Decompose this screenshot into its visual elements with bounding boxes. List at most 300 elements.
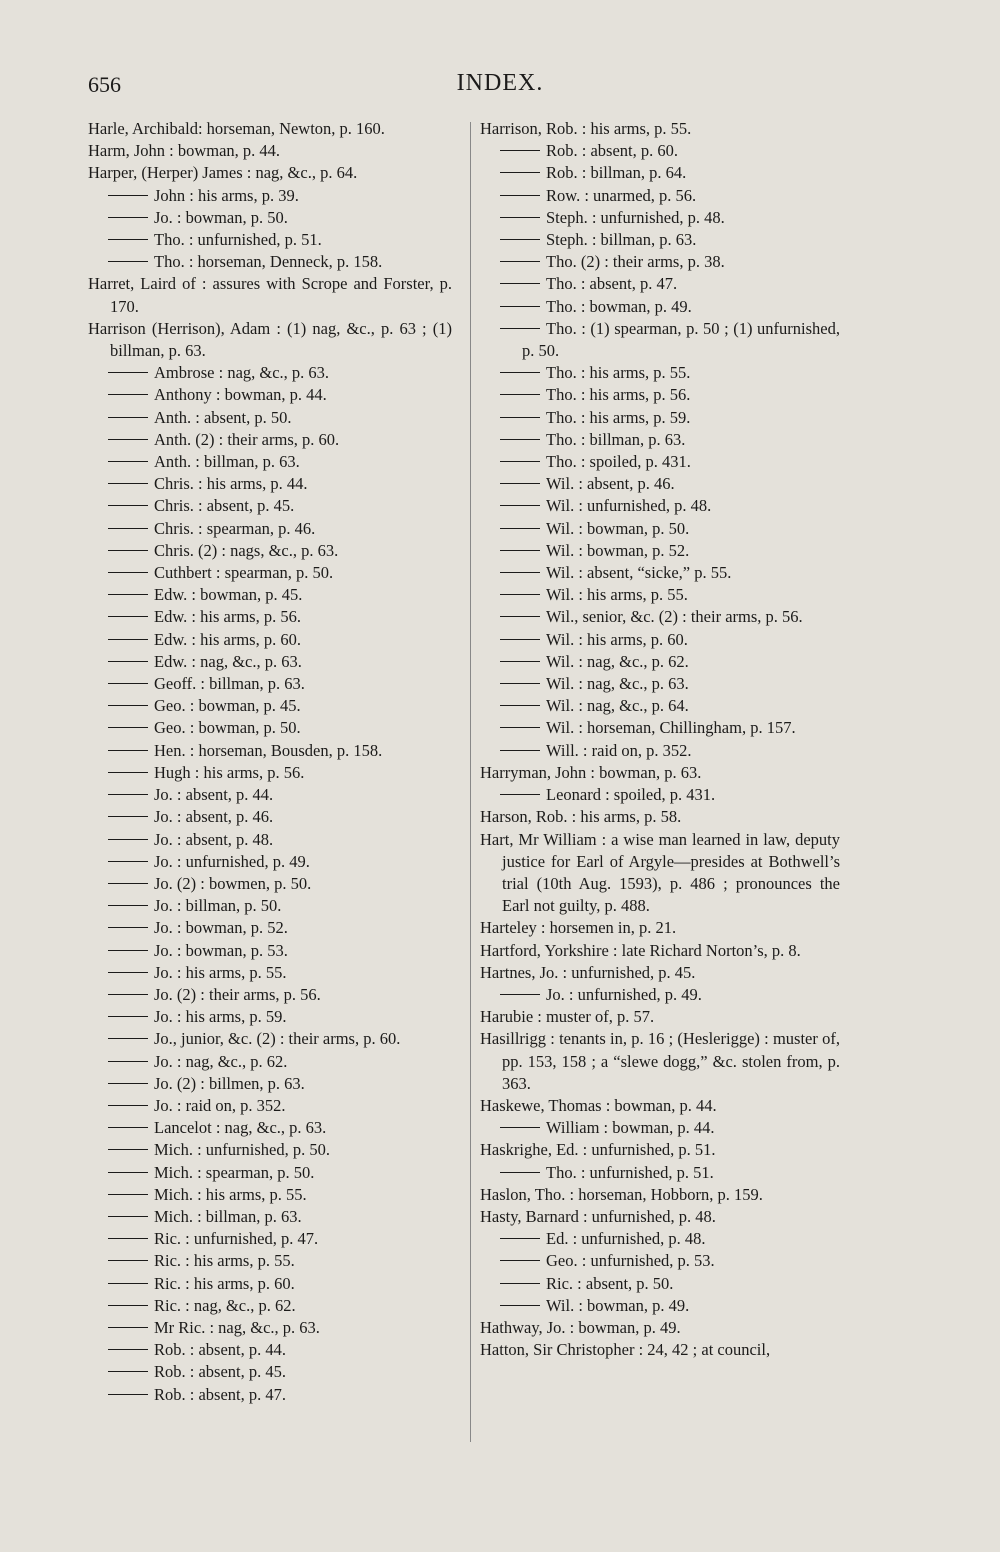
entry-text: Wil. : bowman, p. 50. [546, 518, 690, 538]
ditto-dash [108, 639, 148, 640]
ditto-dash [500, 572, 540, 573]
entry-text: Tho. : spoiled, p. 431. [546, 452, 691, 472]
entry-text: Ric. : his arms, p. 60. [154, 1273, 295, 1293]
entry-text: Harson, Rob. : his arms, p. 58. [480, 807, 682, 827]
entry-text: Jo. : billman, p. 50. [154, 896, 282, 916]
ditto-dash [108, 616, 148, 617]
entry-text: Hen. : horseman, Bousden, p. 158. [154, 740, 383, 760]
index-subentry [480, 207, 840, 229]
index-subentry [480, 473, 840, 495]
entry-text: Harm, John : bowman, p. 44. [88, 141, 281, 161]
ditto-dash [108, 1283, 148, 1284]
entry-text: Tho. : bowman, p. 49. [546, 296, 692, 316]
index-subentry [88, 540, 452, 562]
ditto-dash [108, 1327, 148, 1328]
entry-text: Harrison (Herrison), Adam : (1) nag, &c., p. 63 ; (1) billman, p. 63. [88, 318, 452, 361]
index-subentry [88, 1028, 452, 1050]
entry-text: Hatton, Sir Christopher : 24, 42 ; at council, [480, 1340, 771, 1360]
ditto-dash [500, 1305, 540, 1306]
index-subentry [88, 1228, 452, 1250]
index-subentry [88, 695, 452, 717]
index-entry [88, 140, 452, 162]
index-subentry [88, 251, 452, 273]
ditto-dash [500, 461, 540, 462]
index-subentry [480, 651, 840, 673]
index-subentry [88, 1139, 452, 1161]
ditto-dash [108, 772, 148, 773]
entry-text: Jo. : absent, p. 46. [154, 807, 274, 827]
entry-text: Rob. : absent, p. 44. [154, 1340, 286, 1360]
index-subentry [88, 806, 452, 828]
ditto-dash [108, 1149, 148, 1150]
ditto-dash [500, 150, 540, 151]
entry-text: Tho. : (1) spearman, p. 50 ; (1) unfurnished, p. 50. [522, 318, 840, 361]
index-entry [88, 318, 452, 362]
entry-text: Wil. : absent, p. 46. [546, 474, 675, 494]
index-entry [480, 762, 840, 784]
entry-text: John : his arms, p. 39. [154, 185, 299, 205]
entry-text: Rob. : absent, p. 45. [154, 1362, 286, 1382]
entry-text: Harteley : horsemen in, p. 21. [480, 918, 677, 938]
entry-text: Ric. : his arms, p. 55. [154, 1251, 295, 1271]
ditto-dash [108, 661, 148, 662]
ditto-dash [108, 883, 148, 884]
ditto-dash [500, 483, 540, 484]
index-subentry [480, 296, 840, 318]
ditto-dash [500, 439, 540, 440]
index-subentry [88, 629, 452, 651]
entry-text: Jo. (2) : their arms, p. 56. [154, 984, 321, 1004]
ditto-dash [108, 572, 148, 573]
entry-text: Jo. : nag, &c., p. 62. [154, 1051, 288, 1071]
entry-text: Jo. : absent, p. 44. [154, 785, 274, 805]
entry-text: Chris. (2) : nags, &c., p. 63. [154, 540, 339, 560]
entry-text: Rob. : billman, p. 64. [546, 163, 687, 183]
index-subentry [480, 606, 840, 628]
index-subentry [88, 518, 452, 540]
entry-text: Jo. : unfurnished, p. 49. [154, 851, 310, 871]
entry-text: Haskewe, Thomas : bowman, p. 44. [480, 1095, 717, 1115]
entry-text: Edw. : his arms, p. 60. [154, 629, 301, 649]
ditto-dash [108, 528, 148, 529]
ditto-dash [108, 1016, 148, 1017]
ditto-dash [500, 594, 540, 595]
index-entry [480, 806, 840, 828]
entry-text: Hathway, Jo. : bowman, p. 49. [480, 1317, 681, 1337]
index-subentry [88, 562, 452, 584]
ditto-dash [500, 705, 540, 706]
index-subentry [480, 318, 840, 362]
index-subentry [88, 384, 452, 406]
ditto-dash [108, 794, 148, 795]
index-subentry [88, 1051, 452, 1073]
ditto-dash [500, 239, 540, 240]
entry-text: Mich. : spearman, p. 50. [154, 1162, 315, 1182]
entry-text: Edw. : nag, &c., p. 63. [154, 651, 302, 671]
entry-text: Wil. : nag, &c., p. 63. [546, 674, 689, 694]
index-subentry [88, 784, 452, 806]
entry-text: Jo. (2) : bowmen, p. 50. [154, 873, 312, 893]
entry-text: Wil. : unfurnished, p. 48. [546, 496, 712, 516]
ditto-dash [500, 1238, 540, 1239]
ditto-dash [108, 1127, 148, 1128]
entry-text: Jo. : bowman, p. 50. [154, 207, 288, 227]
ditto-dash [108, 1305, 148, 1306]
entry-text: Haskrighe, Ed. : unfurnished, p. 51. [480, 1140, 716, 1160]
entry-text: Wil. : his arms, p. 55. [546, 585, 688, 605]
index-subentry [88, 962, 452, 984]
entry-text: Wil. : horseman, Chillingham, p. 157. [546, 718, 796, 738]
ditto-dash [108, 994, 148, 995]
entry-text: Geoff. : billman, p. 63. [154, 674, 305, 694]
entry-text: Harret, Laird of : assures with Scrope and Forster, p. 170. [88, 274, 452, 316]
ditto-dash [108, 1172, 148, 1173]
ditto-dash [108, 1238, 148, 1239]
index-entry [480, 1006, 840, 1028]
index-subentry [480, 1228, 840, 1250]
index-subentry [88, 407, 452, 429]
ditto-dash [108, 839, 148, 840]
ditto-dash [108, 1216, 148, 1217]
ditto-dash [108, 1061, 148, 1062]
index-subentry [480, 562, 840, 584]
entry-text: Jo. : absent, p. 48. [154, 829, 274, 849]
entry-text: Jo. : unfurnished, p. 49. [546, 984, 702, 1004]
entry-text: Steph. : unfurnished, p. 48. [546, 207, 725, 227]
page-number: 656 [88, 72, 121, 97]
entry-text: Harle, Archibald: horseman, Newton, p. 160. [88, 119, 385, 138]
index-subentry [480, 495, 840, 517]
index-subentry [88, 207, 452, 229]
entry-text: Jo. : raid on, p. 352. [154, 1095, 286, 1115]
entry-text: Anth. (2) : their arms, p. 60. [154, 429, 340, 449]
ditto-dash [108, 550, 148, 551]
index-subentry [480, 251, 840, 273]
index-subentry [88, 229, 452, 251]
entry-text: Jo. (2) : billmen, p. 63. [154, 1073, 305, 1093]
index-entry [480, 1028, 840, 1095]
entry-text: Will. : raid on, p. 352. [546, 740, 692, 760]
left-column [88, 118, 452, 1406]
entry-text: Wil. : nag, &c., p. 62. [546, 651, 689, 671]
ditto-dash [500, 172, 540, 173]
ditto-dash [108, 905, 148, 906]
index-subentry [88, 1162, 452, 1184]
index-subentry [88, 1206, 452, 1228]
ditto-dash [108, 417, 148, 418]
ditto-dash [108, 261, 148, 262]
index-entry [480, 1095, 840, 1117]
entry-text: Mich. : unfurnished, p. 50. [154, 1140, 330, 1160]
ditto-dash [500, 417, 540, 418]
entry-text: Chris. : spearman, p. 46. [154, 518, 316, 538]
index-entry [480, 917, 840, 939]
ditto-dash [500, 217, 540, 218]
index-subentry [88, 429, 452, 451]
right-column [480, 118, 840, 1361]
entry-text: Leonard : spoiled, p. 431. [546, 785, 716, 805]
entry-text: Hartnes, Jo. : unfurnished, p. 45. [480, 962, 696, 982]
entry-text: Jo. : his arms, p. 59. [154, 1007, 287, 1027]
entry-text: Harryman, John : bowman, p. 63. [480, 762, 702, 782]
entry-text: Wil. : nag, &c., p. 64. [546, 696, 689, 716]
entry-text: Tho. : horseman, Denneck, p. 158. [154, 252, 383, 272]
index-subentry [480, 717, 840, 739]
entry-text: Harubie : muster of, p. 57. [480, 1007, 655, 1027]
entry-text: Tho. : unfurnished, p. 51. [154, 230, 322, 250]
ditto-dash [108, 394, 148, 395]
index-subentry [88, 1339, 452, 1361]
entry-text: Tho. : his arms, p. 56. [546, 385, 691, 405]
index-subentry [480, 384, 840, 406]
index-subentry [88, 895, 452, 917]
ditto-dash [108, 950, 148, 951]
entry-text: Edw. : his arms, p. 56. [154, 607, 301, 627]
entry-text: Wil. : absent, “sicke,” p. 55. [546, 563, 732, 583]
index-subentry [88, 584, 452, 606]
entry-text: Mich. : billman, p. 63. [154, 1206, 302, 1226]
ditto-dash [500, 372, 540, 373]
index-subentry [480, 1162, 840, 1184]
index-subentry [480, 185, 840, 207]
ditto-dash [500, 1283, 540, 1284]
ditto-dash [108, 483, 148, 484]
index-subentry [480, 1250, 840, 1272]
ditto-dash [500, 261, 540, 262]
index-subentry [480, 629, 840, 651]
index-subentry [480, 540, 840, 562]
ditto-dash [500, 1260, 540, 1261]
entry-text: Hasty, Barnard : unfurnished, p. 48. [480, 1206, 716, 1226]
entry-text: Wil., senior, &c. (2) : their arms, p. 56. [546, 607, 803, 627]
ditto-dash [500, 794, 540, 795]
entry-text: Rob. : absent, p. 60. [546, 141, 678, 161]
entry-text: Edw. : bowman, p. 45. [154, 585, 303, 605]
index-subentry [480, 695, 840, 717]
ditto-dash [500, 195, 540, 196]
entry-text: Hart, Mr William : a wise man learned in law, deputy justice for Earl of Argyle—presides at Bothwell’s trial (10th Aug. 1593), p. 486 ; pronounces the Earl not guilty, p. 488. [480, 829, 840, 916]
index-subentry [88, 1117, 452, 1139]
entry-text: Ric. : nag, &c., p. 62. [154, 1295, 296, 1315]
index-subentry [480, 673, 840, 695]
entry-text: Tho. : his arms, p. 59. [546, 407, 691, 427]
index-subentry [88, 606, 452, 628]
index-subentry [480, 229, 840, 251]
entry-text: Tho. : billman, p. 63. [546, 429, 686, 449]
entry-text: Jo. : bowman, p. 52. [154, 918, 288, 938]
index-subentry [480, 162, 840, 184]
index-subentry [480, 1295, 840, 1317]
index-entry [480, 1184, 840, 1206]
index-subentry [88, 1095, 452, 1117]
index-entry [480, 1139, 840, 1161]
index-subentry [88, 762, 452, 784]
ditto-dash [108, 1260, 148, 1261]
ditto-dash [500, 306, 540, 307]
entry-text: Cuthbert : spearman, p. 50. [154, 563, 334, 583]
index-subentry [480, 362, 840, 384]
entry-text: Steph. : billman, p. 63. [546, 230, 697, 250]
index-entry [480, 118, 840, 140]
ditto-dash [500, 550, 540, 551]
index-subentry [480, 140, 840, 162]
index-entry [480, 829, 840, 918]
index-subentry [480, 584, 840, 606]
index-entry [480, 1339, 840, 1361]
entry-text: Wil. : bowman, p. 49. [546, 1295, 690, 1315]
entry-text: Geo. : bowman, p. 50. [154, 718, 301, 738]
index-subentry [88, 940, 452, 962]
index-subentry [88, 984, 452, 1006]
ditto-dash [108, 727, 148, 728]
ditto-dash [108, 461, 148, 462]
ditto-dash [500, 394, 540, 395]
index-subentry [480, 518, 840, 540]
ditto-dash [500, 528, 540, 529]
entry-text: Wil. : bowman, p. 52. [546, 540, 690, 560]
entry-text: Harper, (Herper) James : nag, &c., p. 64. [88, 163, 358, 183]
entry-text: Lancelot : nag, &c., p. 63. [154, 1118, 327, 1138]
index-subentry [480, 273, 840, 295]
entry-text: Tho. : absent, p. 47. [546, 274, 678, 294]
index-subentry [480, 1273, 840, 1295]
entry-text: Ambrose : nag, &c., p. 63. [154, 363, 330, 383]
entry-text: Wil. : his arms, p. 60. [546, 629, 688, 649]
index-subentry [88, 1073, 452, 1095]
ditto-dash [108, 372, 148, 373]
index-subentry [88, 673, 452, 695]
index-subentry [88, 740, 452, 762]
ditto-dash [108, 239, 148, 240]
entry-text: Rob. : absent, p. 47. [154, 1384, 286, 1404]
entry-text: Jo., junior, &c. (2) : their arms, p. 60. [154, 1029, 401, 1049]
ditto-dash [500, 661, 540, 662]
index-subentry [480, 740, 840, 762]
index-subentry [88, 1184, 452, 1206]
ditto-dash [108, 1371, 148, 1372]
ditto-dash [108, 1105, 148, 1106]
ditto-dash [108, 972, 148, 973]
ditto-dash [108, 594, 148, 595]
ditto-dash [500, 727, 540, 728]
entry-text: Anth. : billman, p. 63. [154, 452, 300, 472]
entry-text: Row. : unarmed, p. 56. [546, 185, 697, 205]
ditto-dash [108, 1083, 148, 1084]
ditto-dash [108, 217, 148, 218]
ditto-dash [500, 328, 540, 329]
entry-text: Hugh : his arms, p. 56. [154, 762, 305, 782]
index-subentry [88, 1273, 452, 1295]
running-head: INDEX. [456, 70, 544, 96]
entry-text: Ed. : unfurnished, p. 48. [546, 1229, 706, 1249]
entry-text: Tho. : unfurnished, p. 51. [546, 1162, 714, 1182]
ditto-dash [108, 816, 148, 817]
ditto-dash [500, 1127, 540, 1128]
ditto-dash [500, 616, 540, 617]
index-entry [480, 962, 840, 984]
index-subentry [88, 651, 452, 673]
index-entry [480, 1317, 840, 1339]
entry-text: Mr Ric. : nag, &c., p. 63. [154, 1317, 320, 1337]
entry-text: Geo. : bowman, p. 45. [154, 696, 301, 716]
entry-text: Anthony : bowman, p. 44. [154, 385, 327, 405]
entry-text: Hartford, Yorkshire : late Richard Norton’s, p. 8. [480, 940, 801, 960]
entry-text: Geo. : unfurnished, p. 53. [546, 1251, 715, 1271]
entry-text: Chris. : his arms, p. 44. [154, 474, 308, 494]
entry-text: Harrison, Rob. : his arms, p. 55. [480, 119, 692, 138]
index-subentry [88, 1361, 452, 1383]
entry-text: Tho. : his arms, p. 55. [546, 363, 691, 383]
ditto-dash [108, 861, 148, 862]
index-subentry [88, 495, 452, 517]
entry-text: Ric. : absent, p. 50. [546, 1273, 674, 1293]
index-entry [480, 940, 840, 962]
ditto-dash [108, 683, 148, 684]
index-subentry [88, 1317, 452, 1339]
ditto-dash [500, 750, 540, 751]
entry-text: Tho. (2) : their arms, p. 38. [546, 252, 725, 272]
index-subentry [480, 1117, 840, 1139]
entry-text: Anth. : absent, p. 50. [154, 407, 292, 427]
ditto-dash [500, 283, 540, 284]
index-subentry [480, 984, 840, 1006]
index-entry [480, 1206, 840, 1228]
index-subentry [88, 717, 452, 739]
entry-text: William : bowman, p. 44. [546, 1118, 715, 1138]
index-subentry [88, 451, 452, 473]
index-entry [88, 273, 452, 317]
index-subentry [480, 784, 840, 806]
index-subentry [88, 1250, 452, 1272]
index-subentry [480, 429, 840, 451]
ditto-dash [108, 505, 148, 506]
index-subentry [88, 1006, 452, 1028]
index-subentry [88, 851, 452, 873]
entry-text: Ric. : unfurnished, p. 47. [154, 1229, 319, 1249]
index-subentry [88, 1384, 452, 1406]
entry-text: Jo. : his arms, p. 55. [154, 962, 287, 982]
ditto-dash [108, 927, 148, 928]
ditto-dash [108, 705, 148, 706]
index-subentry [88, 185, 452, 207]
index-subentry [480, 451, 840, 473]
ditto-dash [108, 439, 148, 440]
index-subentry [480, 407, 840, 429]
entry-text: Chris. : absent, p. 45. [154, 496, 295, 516]
ditto-dash [500, 505, 540, 506]
index-entry [88, 162, 452, 184]
ditto-dash [108, 1349, 148, 1350]
ditto-dash [500, 994, 540, 995]
entry-text: Jo. : bowman, p. 53. [154, 940, 288, 960]
index-subentry [88, 473, 452, 495]
entry-text: Haslon, Tho. : horseman, Hobborn, p. 159. [480, 1184, 763, 1204]
ditto-dash [500, 639, 540, 640]
ditto-dash [108, 1394, 148, 1395]
ditto-dash [500, 1172, 540, 1173]
ditto-dash [500, 683, 540, 684]
entry-text: Hasillrigg : tenants in, p. 16 ; (Heslerigge) : muster of, pp. 153, 158 ; a “slewe dogg,” &c. stolen from, p. 363. [480, 1029, 840, 1093]
ditto-dash [108, 195, 148, 196]
column-rule [470, 122, 471, 1442]
index-entry [88, 118, 452, 140]
ditto-dash [108, 1038, 148, 1039]
ditto-dash [108, 1194, 148, 1195]
index-subentry [88, 362, 452, 384]
ditto-dash [108, 750, 148, 751]
entry-text: Mich. : his arms, p. 55. [154, 1184, 307, 1204]
index-subentry [88, 917, 452, 939]
